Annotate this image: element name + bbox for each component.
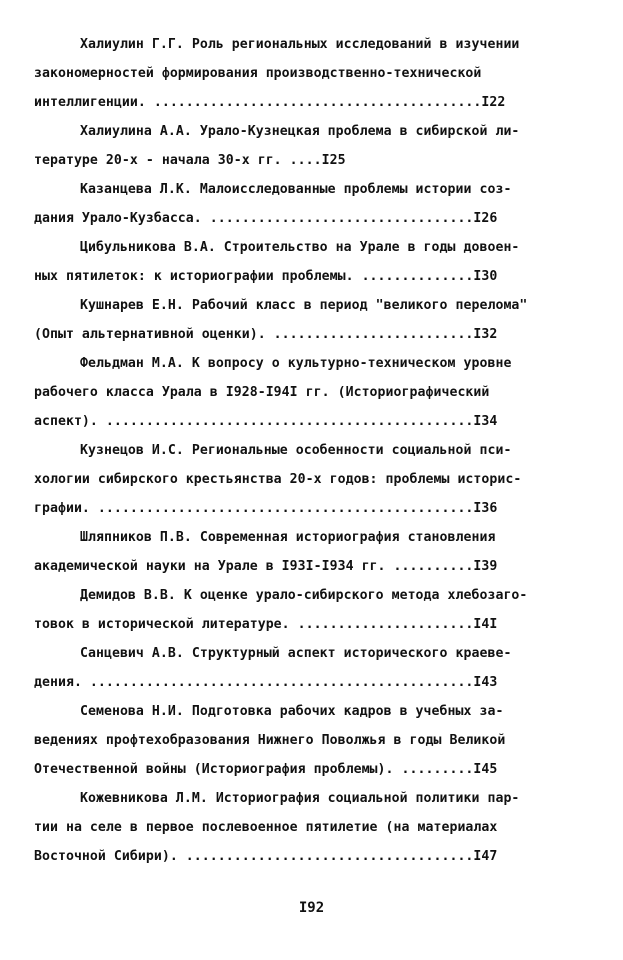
entry-line: рабочего класса Урала в I928-I94I гг. (Историографический: [34, 385, 490, 400]
contents-entry: [34, 30, 560, 117]
page-number: I92: [298, 900, 325, 916]
entry-line: графии. ...............................................I36: [34, 501, 498, 516]
contents-list: [34, 30, 560, 871]
entry-line: Кузнецов И.С. Региональные особенности социальной пси-: [80, 443, 512, 458]
entry-line: аспект). ..............................................I34: [34, 414, 498, 429]
entry-line: Халиулин Г.Г. Роль региональных исследований в изучении: [80, 37, 520, 52]
contents-entry: [34, 697, 560, 784]
entry-line: Казанцева Л.К. Малоисследованные проблемы истории соз-: [80, 182, 512, 197]
entry-line: Шляпников П.В. Современная историография становления: [80, 530, 496, 545]
entry-line: академической науки на Урале в I93I-I934 гг. ..........I39: [34, 559, 498, 574]
entry-line: Цибульникова В.А. Строительство на Урале в годы довоен-: [80, 240, 520, 255]
contents-entry: [34, 523, 560, 581]
entry-line: хологии сибирского крестьянства 20-х годов: проблемы историс-: [34, 472, 522, 487]
entry-line: ведениях профтехобразования Нижнего Поволжья в годы Великой: [34, 733, 506, 748]
entry-line: тературе 20-х - начала 30-х гг. ....I25: [34, 153, 346, 168]
entry-line: тии на селе в первое послевоенное пятилетие (на материалах: [34, 820, 498, 835]
entry-line: закономерностей формирования производственно-технической: [34, 66, 482, 81]
contents-entry: [34, 581, 560, 639]
contents-entry: [34, 233, 560, 291]
entry-line: Демидов В.В. К оценке урало-сибирского метода хлебозаго-: [80, 588, 528, 603]
entry-line: дания Урало-Кузбасса. .................................I26: [34, 211, 498, 226]
contents-entry: [34, 117, 560, 175]
contents-entry: [34, 291, 560, 349]
entry-line: товок в исторической литературе. ......................I4I: [34, 617, 498, 632]
entry-line: дения. ................................................I43: [34, 675, 498, 690]
entry-line: Фельдман М.А. К вопросу о культурно-техническом уровне: [80, 356, 512, 371]
contents-entry: [34, 349, 560, 436]
entry-line: Кожевникова Л.М. Историография социальной политики пар-: [80, 791, 520, 806]
entry-line: (Опыт альтернативной оценки). .........................I32: [34, 327, 498, 342]
contents-entry: [34, 175, 560, 233]
contents-entry: [34, 784, 560, 871]
entry-line: Отечественной войны (Историография проблемы). .........I45: [34, 762, 498, 777]
entry-line: ных пятилеток: к историографии проблемы. ..............I30: [34, 269, 498, 284]
entry-line: Халиулина А.А. Урало-Кузнецкая проблема в сибирской ли-: [80, 124, 520, 139]
entry-line: Кушнарев Е.Н. Рабочий класс в период "великого перелома": [80, 298, 528, 313]
entry-line: интеллигенции. .........................................I22: [34, 95, 506, 110]
contents-entry: [34, 436, 560, 523]
contents-entry: [34, 639, 560, 697]
entry-line: Санцевич А.В. Структурный аспект исторического краеве-: [80, 646, 512, 661]
entry-line: Семенова Н.И. Подготовка рабочих кадров в учебных за-: [80, 704, 504, 719]
entry-line: Восточной Сибири). ....................................I47: [34, 849, 498, 864]
